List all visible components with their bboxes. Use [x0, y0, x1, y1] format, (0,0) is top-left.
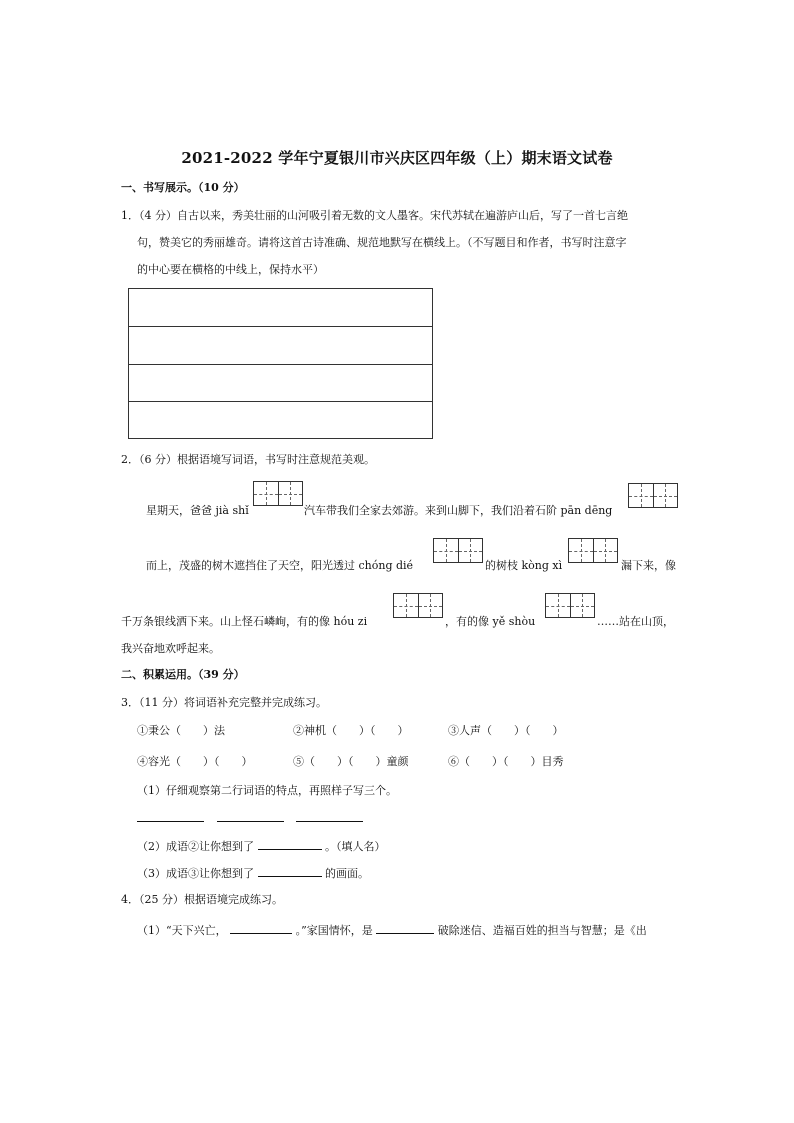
idiom-1: ①秉公（ ）法	[137, 724, 225, 737]
q3-sub3	[137, 864, 369, 881]
poem-writing-box[interactable]	[128, 288, 433, 439]
writing-line	[129, 401, 432, 402]
q2-text-chongdie: 而上，茂盛的树木遮挡住了天空，阳光透过 chóng dié	[146, 559, 414, 572]
idiom-3: ③人声（ ）（ ）	[448, 724, 564, 737]
q1-line-1: 1．（4 分）自古以来，秀美壮丽的山河吸引着无数的文人墨客。宋代苏轼在遍游庐山后，写了一首七言绝	[121, 209, 628, 222]
answer-blank[interactable]	[258, 864, 322, 877]
idiom-4: ④容光（ ）（ ）	[137, 755, 253, 768]
idiom-6: ⑥（ ）（ ）目秀	[448, 755, 564, 768]
tianzige-chongdie[interactable]	[433, 538, 483, 563]
section-heading-1: 一、书写展示。（10 分）	[121, 181, 245, 194]
tianzige-houzi[interactable]	[393, 593, 443, 618]
tianzige-pandeng[interactable]	[628, 483, 678, 508]
answer-blank[interactable]	[230, 921, 292, 934]
tianzige-yeshou[interactable]	[545, 593, 595, 618]
answer-blank[interactable]	[258, 837, 322, 850]
q2-text-shandian: ……站在山顶，	[597, 615, 674, 628]
q2-text-end: 我兴奋地欢呼起来。	[121, 642, 220, 655]
q4-header: 4．（25 分）根据语境完成练习。	[121, 893, 283, 906]
q4-sub1-prefix: （1）“天下兴亡，	[137, 924, 227, 937]
idiom-2: ②神机（ ）（ ）	[293, 724, 409, 737]
q3-sub2	[137, 837, 386, 854]
q4-sub1-middle: 。”家国情怀，是	[295, 924, 373, 937]
q3-sub3-suffix: 的画面。	[325, 867, 369, 880]
q2-text-houzi: 千万条银线洒下来。山上怪石嶙峋，有的像 hóu zi	[121, 615, 368, 628]
tianzige-kongxi[interactable]	[568, 538, 618, 563]
q3-sub3-prefix: （3）成语③让你想到了	[137, 867, 254, 880]
tianzige-jiashi[interactable]	[253, 481, 303, 506]
answer-blank[interactable]	[217, 821, 284, 822]
q3-sub2-suffix: 。（填人名）	[325, 840, 386, 853]
page-title: 2021-2022 学年宁夏银川市兴庆区四年级（上）期末语文试卷	[181, 149, 613, 167]
q1-line-2: 句，赞美它的秀丽雄奇。请将这首古诗准确、规范地默写在横线上。（不写题目和作者，书写时注意字	[137, 236, 627, 249]
q3-sub2-prefix: （2）成语②让你想到了	[137, 840, 254, 853]
writing-line	[129, 364, 432, 365]
answer-blank[interactable]	[296, 821, 363, 822]
q2-text-yeshou: ，有的像 yě shòu	[445, 615, 536, 628]
q3-header: 3．（11 分）将词语补充完整并完成练习。	[121, 696, 327, 709]
q3-sub1: （1）仔细观察第二行词语的特点，再照样子写三个。	[137, 784, 397, 797]
q2-text-jiashi: 星期天，爸爸 jià shǐ	[146, 504, 249, 517]
q4-sub1-suffix: 破除迷信、造福百姓的担当与智慧；是《出	[437, 924, 647, 937]
answer-blank[interactable]	[137, 821, 204, 822]
answer-blank[interactable]	[376, 921, 434, 934]
q4-sub1	[137, 921, 647, 938]
section-heading-2: 二、积累运用。（39 分）	[121, 668, 245, 681]
q1-line-3: 的中心要在横格的中线上，保持水平）	[137, 263, 324, 276]
idiom-5: ⑤（ ）（ ）童颜	[293, 755, 409, 768]
q2-text-louxia: 漏下来，像	[621, 559, 676, 572]
q2-text-pandeng: 汽车带我们全家去郊游。来到山脚下，我们沿着石阶 pān dēng	[304, 504, 613, 517]
q2-header: 2．（6 分）根据语境写词语，书写时注意规范美观。	[121, 453, 375, 466]
writing-line	[129, 326, 432, 327]
q2-text-kongxi: 的树枝 kòng xì	[485, 559, 563, 572]
